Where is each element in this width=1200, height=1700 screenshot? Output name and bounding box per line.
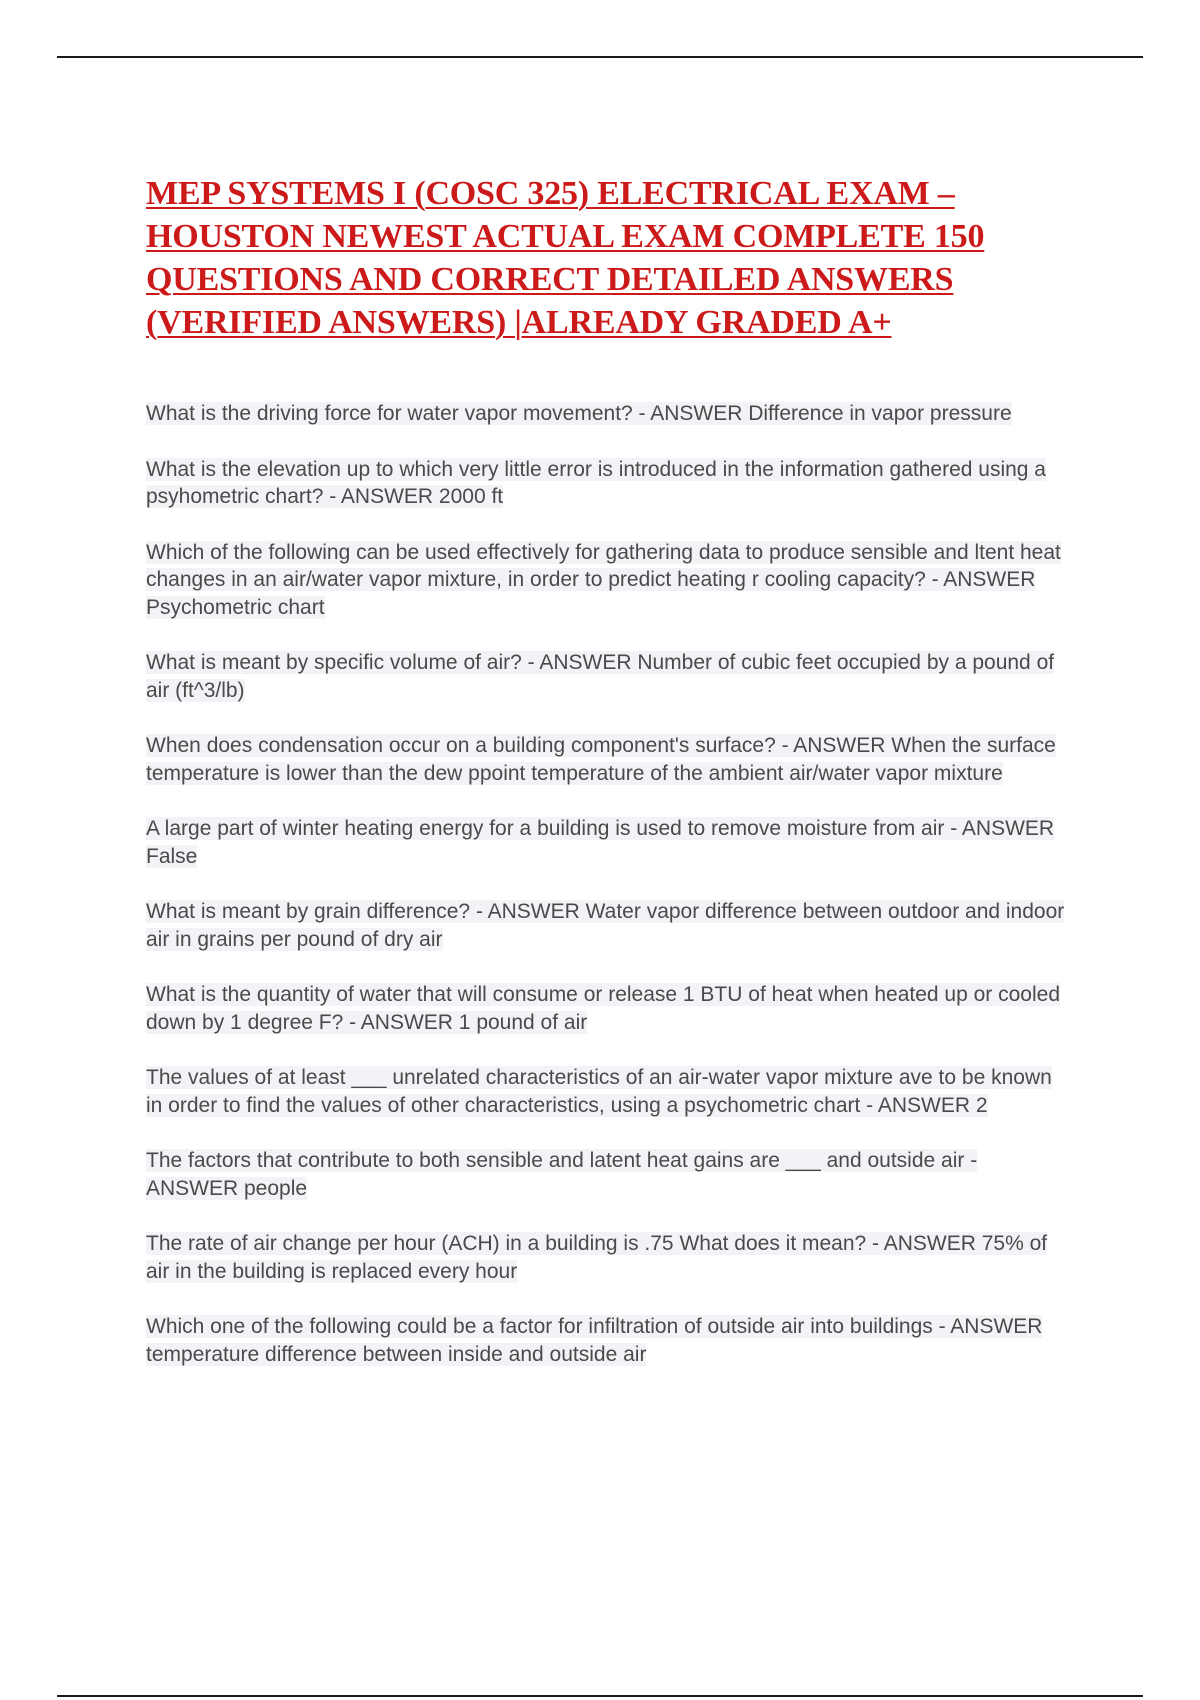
question-list bbox=[146, 400, 1066, 1368]
question-text: Which one of the following could be a factor for infiltration of outside air into buildings - ANSWER temperature difference between inside and outside air bbox=[146, 1315, 1043, 1366]
question-item bbox=[146, 732, 1066, 787]
footer-rule bbox=[57, 1695, 1143, 1697]
header-rule bbox=[57, 56, 1143, 58]
question-item bbox=[146, 456, 1066, 511]
question-item bbox=[146, 400, 1066, 428]
question-text: What is the driving force for water vapor movement? - ANSWER Difference in vapor pressure bbox=[146, 402, 1012, 425]
question-text: What is the quantity of water that will consume or release 1 BTU of heat when heated up or cooled down by 1 degree F? - ANSWER 1 pound of air bbox=[146, 983, 1061, 1034]
question-text: What is the elevation up to which very little error is introduced in the information gathered using a psyhometric chart? - ANSWER 2000 ft bbox=[146, 457, 1046, 508]
question-text: The factors that contribute to both sensible and latent heat gains are ___ and outside air - ANSWER people bbox=[146, 1149, 978, 1200]
question-item bbox=[146, 1147, 1066, 1202]
question-text: A large part of winter heating energy for a building is used to remove moisture from air - ANSWER False bbox=[146, 817, 1055, 868]
document-body bbox=[146, 172, 1066, 1396]
question-text: The values of at least ___ unrelated characteristics of an air-water vapor mixture ave to be known in order to find the values of other characteristics, using a psychometric chart - ANSWER 2 bbox=[146, 1066, 1052, 1117]
question-item bbox=[146, 981, 1066, 1036]
question-item bbox=[146, 1064, 1066, 1119]
question-item bbox=[146, 815, 1066, 870]
question-item bbox=[146, 1313, 1066, 1368]
question-text: When does condensation occur on a building component's surface? - ANSWER When the surface temperature is lower than the dew ppoint temperature of the ambient air/water vapor mixture bbox=[146, 734, 1056, 785]
question-text: What is meant by grain difference? - ANSWER Water vapor difference between outdoor and indoor air in grains per pound of dry air bbox=[146, 900, 1065, 951]
question-text: What is meant by specific volume of air? - ANSWER Number of cubic feet occupied by a pound of air (ft^3/lb) bbox=[146, 651, 1055, 702]
question-item bbox=[146, 1230, 1066, 1285]
question-item bbox=[146, 649, 1066, 704]
question-text: The rate of air change per hour (ACH) in a building is .75 What does it mean? - ANSWER 75% of air in the building is replaced every hour bbox=[146, 1232, 1048, 1283]
question-item bbox=[146, 539, 1066, 622]
question-item bbox=[146, 898, 1066, 953]
document-title: MEP SYSTEMS I (COSC 325) ELECTRICAL EXAM – HOUSTON NEWEST ACTUAL EXAM COMPLETE 150 QUESTIONS AND CORRECT DETAILED ANSWERS (VERIFIED ANSWERS) |ALREADY GRADED A+ bbox=[146, 175, 985, 341]
question-text: Which of the following can be used effectively for gathering data to produce sensible and ltent heat changes in an air/water vapor mixture, in order to predict heating r cooling capacity? - ANSWER Psychometric chart bbox=[146, 540, 1061, 619]
